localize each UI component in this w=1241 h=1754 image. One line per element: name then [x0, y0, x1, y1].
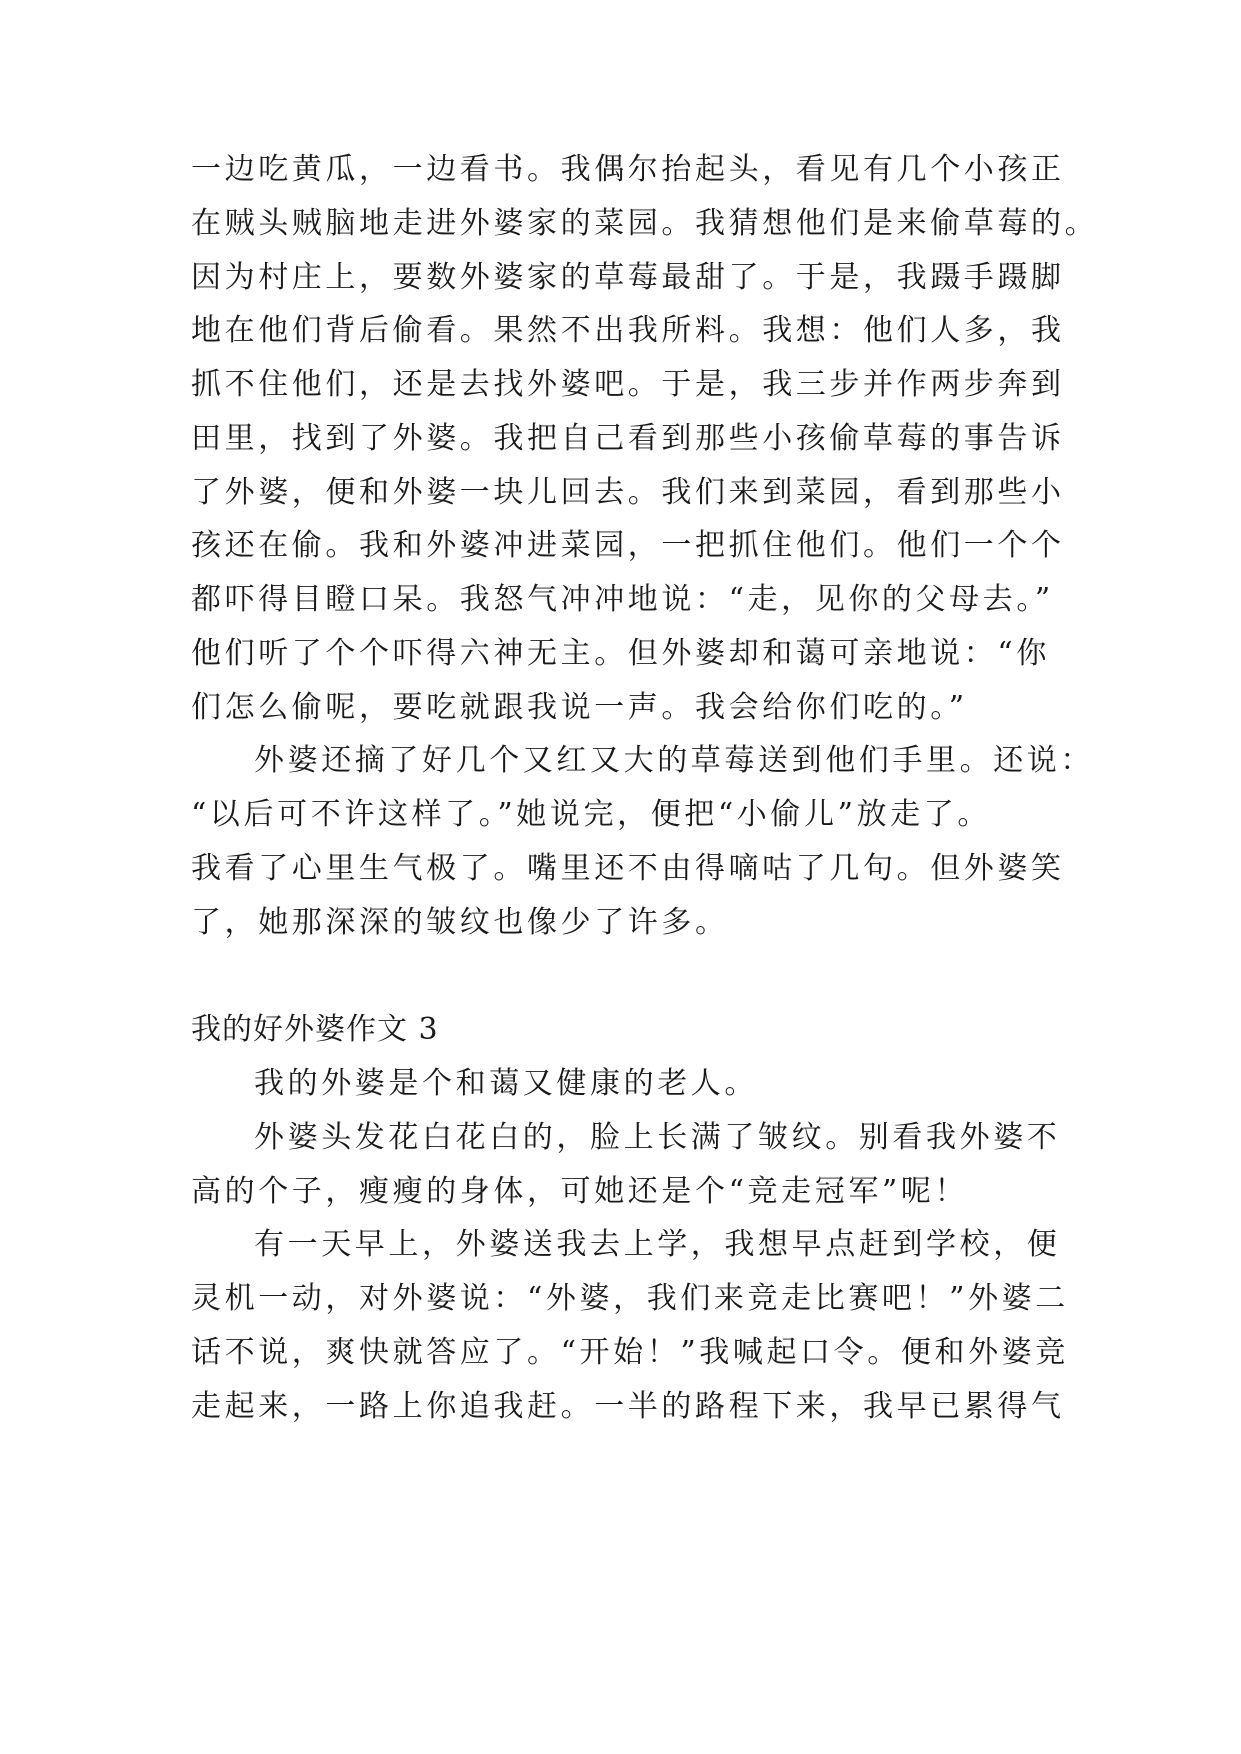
paragraph-line: 因为村庄上，要数外婆家的草莓最甜了。于是，我蹑手蹑脚	[191, 260, 1065, 295]
paragraph-line: 一边吃黄瓜，一边看书。我偶尔抬起头，看见有几个小孩正	[191, 152, 1065, 187]
paragraph-line: 都吓得目瞪口呆。我怒气冲冲地说：“走，见你的父母去。”	[191, 582, 1054, 617]
paragraph-line: 田里，找到了外婆。我把自己看到那些小孩偷草莓的事告诉	[191, 421, 1065, 456]
paragraph-line: 话不说，爽快就答应了。“开始！”我喊起口令。便和外婆竞	[191, 1335, 1069, 1370]
paragraph-line: 了，她那深深的皱纹也像少了许多。	[191, 905, 729, 940]
paragraph-line: 抓不住他们，还是去找外婆吧。于是，我三步并作两步奔到	[191, 367, 1065, 402]
paragraph-line: 地在他们背后偷看。果然不出我所料。我想：他们人多，我	[191, 313, 1065, 348]
paragraph-line: 们怎么偷呢，要吃就跟我说一声。我会给你们吃的。”	[191, 690, 968, 725]
section-heading: 我的好外婆作文 3	[191, 1012, 439, 1047]
paragraph-first-line: 我的外婆是个和蔼又健康的老人。	[254, 1066, 758, 1101]
paragraph-first-line: 有一天早上，外婆送我去上学，我想早点赶到学校，便	[254, 1227, 1061, 1262]
paragraph-line: 了外婆，便和外婆一块儿回去。我们来到菜园，看到那些小	[191, 475, 1065, 510]
paragraph-line: 他们听了个个吓得六神无主。但外婆却和蔼可亲地说：“你	[191, 636, 1050, 671]
paragraph-line: 灵机一动，对外婆说：“外婆，我们来竞走比赛吧！”外婆二	[191, 1281, 1069, 1316]
paragraph-line: 孩还在偷。我和外婆冲进菜园，一把抓住他们。他们一个个	[191, 528, 1065, 563]
paragraph-line: “以后可不许这样了。”她说完，便把“小偷儿”放走了。	[191, 797, 991, 832]
paragraph-first-line: 外婆还摘了好几个又红又大的草莓送到他们手里。还说：	[254, 743, 1094, 778]
paragraph-line: 在贼头贼脑地走进外婆家的菜园。我猜想他们是来偷草莓的。	[191, 206, 1099, 241]
paragraph-line: 我看了心里生气极了。嘴里还不由得嘀咕了几句。但外婆笑	[191, 851, 1065, 886]
paragraph-line: 高的个子，瘦瘦的身体，可她还是个“竞走冠军”呢！	[191, 1174, 969, 1209]
paragraph-first-line: 外婆头发花白花白的，脸上长满了皱纹。别看我外婆不	[254, 1120, 1061, 1155]
paragraph-line: 走起来，一路上你追我赶。一半的路程下来，我早已累得气	[191, 1389, 1065, 1424]
